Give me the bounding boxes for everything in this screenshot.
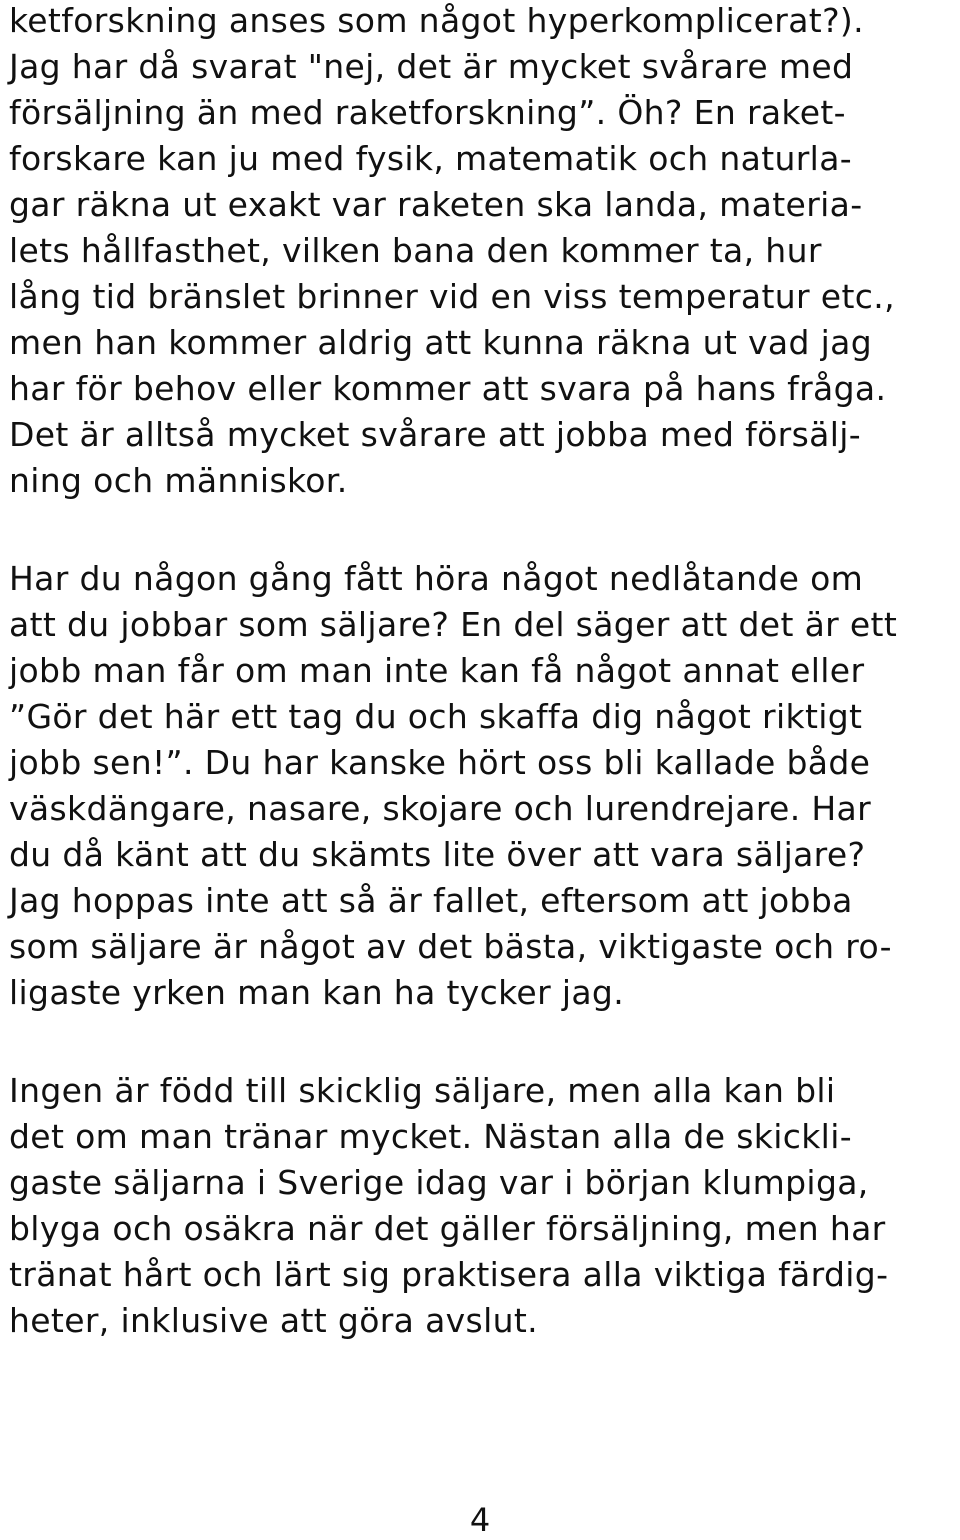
text-line: forskare kan ju med fysik, matematik och naturla- [9, 139, 853, 178]
text-line: du då känt att du skämts lite över att vara säljare? [9, 835, 866, 874]
text-line: Har du någon gång fått höra något nedlåtande om [9, 559, 864, 598]
text-line: det om man tränar mycket. Nästan alla de skickli- [9, 1117, 852, 1156]
text-line: Det är alltså mycket svårare att jobba med försälj- [9, 415, 862, 454]
text-line: ”Gör det här ett tag du och skaffa dig något riktigt [9, 697, 863, 736]
text-line: försäljning än med raketforskning”. Öh? En raket- [9, 93, 846, 132]
text-line: ligaste yrken man kan ha tycker jag. [9, 973, 625, 1012]
text-line: Ingen är född till skicklig säljare, men alla kan bli [9, 1071, 836, 1110]
text-line: att du jobbar som säljare? En del säger att det är ett [9, 605, 898, 644]
text-line: men han kommer aldrig att kunna räkna ut vad jag [9, 323, 873, 362]
text-line: har för behov eller kommer att svara på hans fråga. [9, 369, 887, 408]
page-number: 4 [469, 1501, 491, 1539]
text-line: heter, inklusive att göra avslut. [9, 1301, 538, 1340]
text-line: jobb man får om man inte kan få något annat eller [9, 651, 865, 690]
text-line: Jag har då svarat "nej, det är mycket svårare med [9, 47, 854, 86]
document-page [9, 0, 954, 1538]
text-line: som säljare är något av det bästa, viktigaste och ro- [9, 927, 892, 966]
text-line: blyga och osäkra när det gäller försäljning, men har [9, 1209, 886, 1248]
text-line: gaste säljarna i Sverige idag var i början klumpiga, [9, 1163, 869, 1202]
text-line: jobb sen!”. Du har kanske hört oss bli kallade både [9, 743, 871, 782]
text-line: ketforskning anses som något hyperkomplicerat?). [9, 1, 864, 40]
text-line: väskdängare, nasare, skojare och lurendrejare. Har [9, 789, 872, 828]
text-line: lång tid bränslet brinner vid en viss temperatur etc., [9, 277, 895, 316]
text-line: Jag hoppas inte att så är fallet, eftersom att jobba [9, 881, 853, 920]
text-line: tränat hårt och lärt sig praktisera alla viktiga färdig- [9, 1255, 889, 1294]
text-line: gar räkna ut exakt var raketen ska landa, materia- [9, 185, 863, 224]
text-line: ning och människor. [9, 461, 348, 500]
text-line: lets hållfasthet, vilken bana den kommer ta, hur [9, 231, 822, 270]
